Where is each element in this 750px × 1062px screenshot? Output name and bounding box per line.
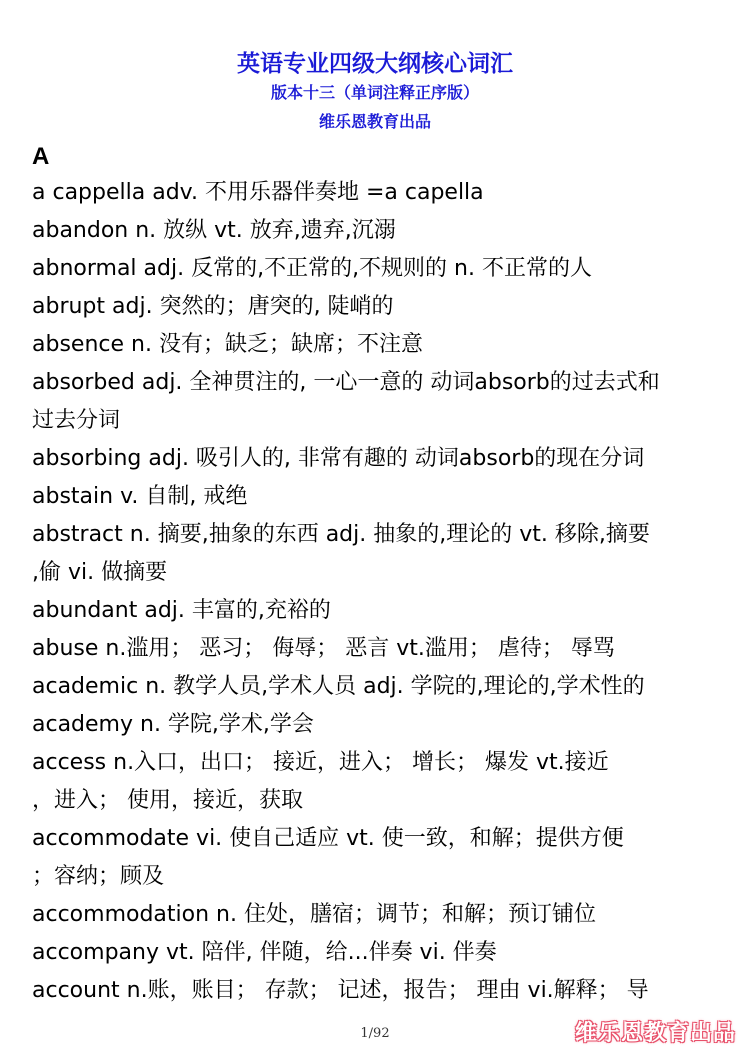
entry-line: ,偷 vi. 做摘要 (32, 560, 168, 585)
vocabulary-entry (32, 212, 722, 250)
entry-line: abnormal adj. 反常的,不正常的,不规则的 n. 不正常的人 (32, 256, 592, 281)
entry-line: accommodate vi. 使自己适应 vt. 使一致，和解；提供方便 (32, 826, 624, 851)
vocabulary-entry (32, 630, 722, 668)
entry-line: abstain v. 自制, 戒绝 (32, 484, 248, 509)
vocabulary-entry (32, 744, 722, 820)
vocabulary-entry (32, 592, 722, 630)
vocabulary-entry (32, 326, 722, 364)
entry-line: abuse n.滥用； 恶习； 侮辱； 恶言 vt.滥用； 虐待； 辱骂 (32, 636, 615, 661)
entry-line: ；容纳；顾及 (32, 864, 165, 889)
entry-line: accommodation n. 住处，膳宿；调节；和解；预订铺位 (32, 902, 596, 927)
entry-line: ，进入； 使用，接近，获取 (32, 788, 303, 813)
document-subtitle: 版本十三（单词注释正序版） (270, 83, 479, 102)
vocabulary-entry (32, 288, 722, 326)
entry-line: a cappella adv. 不用乐器伴奏地 =a capella (32, 180, 484, 205)
page-number: 1/92 (360, 1026, 390, 1041)
vocabulary-entry (32, 174, 722, 212)
document-title: 英语专业四级大纲核心词汇 (237, 51, 513, 77)
entry-line: abundant adj. 丰富的,充裕的 (32, 598, 331, 623)
vocabulary-list (32, 174, 722, 1010)
watermark-logo: 维乐恩教育出品 (574, 1021, 736, 1046)
entry-line: access n.入口，出口； 接近，进入； 增长； 爆发 vt.接近 (32, 750, 609, 775)
entry-line: absence n. 没有；缺乏；缺席；不注意 (32, 332, 423, 357)
vocabulary-entry (32, 706, 722, 744)
vocabulary-entry (32, 516, 722, 592)
entry-line: account n.账，账目； 存款； 记述，报告； 理由 vi.解释； 导 (32, 978, 649, 1003)
vocabulary-entry (32, 820, 722, 896)
vocabulary-entry (32, 668, 722, 706)
entry-line: abandon n. 放纵 vt. 放弃,遗弃,沉溺 (32, 218, 396, 243)
entry-line: academy n. 学院,学术,学会 (32, 712, 314, 737)
entry-line: 过去分词 (32, 408, 121, 433)
entry-line: accompany vt. 陪伴, 伴随，给...伴奏 vi. 伴奏 (32, 940, 497, 965)
vocabulary-entry (32, 934, 722, 972)
entry-line: abrupt adj. 突然的；唐突的, 陡峭的 (32, 294, 394, 319)
entry-line: absorbed adj. 全神贯注的, 一心一意的 动词absorb的过去式和 (32, 370, 660, 395)
vocabulary-entry (32, 250, 722, 288)
vocabulary-entry (32, 364, 722, 440)
entry-line: academic n. 教学人员,学术人员 adj. 学院的,理论的,学术性的 (32, 674, 645, 699)
vocabulary-entry (32, 972, 722, 1010)
section-letter: A (32, 143, 50, 170)
entry-line: absorbing adj. 吸引人的, 非常有趣的 动词absorb的现在分词 (32, 446, 645, 471)
publisher-line: 维乐恩教育出品 (318, 112, 431, 131)
vocabulary-entry (32, 440, 722, 478)
entry-line: abstract n. 摘要,抽象的东西 adj. 抽象的,理论的 vt. 移除,摘要 (32, 522, 650, 547)
vocabulary-entry (32, 896, 722, 934)
vocabulary-entry (32, 478, 722, 516)
